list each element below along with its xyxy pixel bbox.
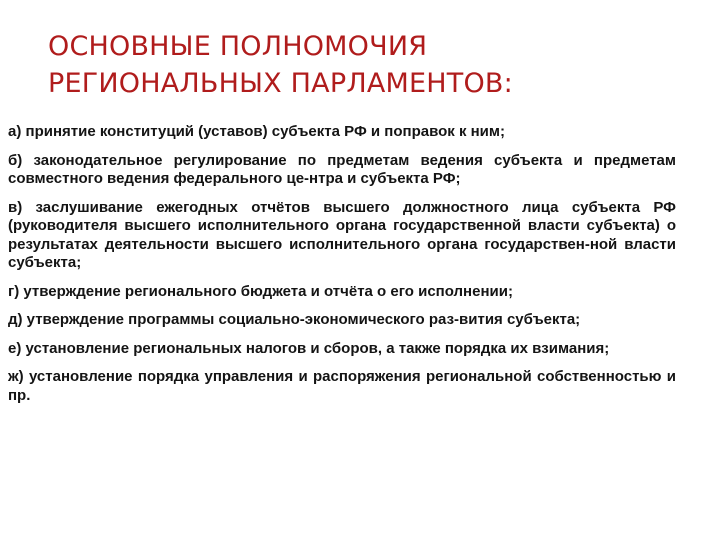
list-item-text: е) установление региональных налогов и сборов, а также порядка их взимания;	[8, 339, 610, 357]
list-item	[8, 368, 676, 405]
list-item	[8, 340, 676, 359]
list-item	[8, 199, 676, 273]
slide-title-line-1: ОСНОВНЫЕ ПОЛНОМОЧИЯ	[48, 31, 428, 62]
list-item-text: б) законодательное регулирование по предметам ведения субъекта и предметам совместного ведения федерального це-нтра и субъекта РФ;	[8, 151, 676, 187]
powers-list	[8, 123, 676, 415]
list-item	[8, 283, 676, 302]
slide-title	[48, 28, 688, 102]
slide-title-line-2: РЕГИОНАЛЬНЫХ ПАРЛАМЕНТОВ:	[48, 68, 513, 99]
list-item-text: а) принятие конституций (уставов) субъекта РФ и поправок к ним;	[8, 123, 505, 140]
list-item-text: д) утверждение программы социально-экономического раз-вития субъекта;	[8, 311, 581, 328]
list-item	[8, 311, 676, 330]
list-item	[8, 152, 676, 189]
list-item	[8, 123, 676, 142]
list-item-text: в) заслушивание ежегодных отчётов высшего должностного лица субъекта РФ (руководителя высшего исполнительного органа государственной власти субъекта) о результатах деятельности высшего исполнительного органа государствен-ной власти субъекта;	[8, 198, 676, 271]
list-item-text: ж) установление порядка управления и распоряжения региональной собственностью и пр.	[8, 368, 676, 404]
list-item-text: г) утверждение регионального бюджета и отчёта о его исполнении;	[8, 282, 513, 300]
